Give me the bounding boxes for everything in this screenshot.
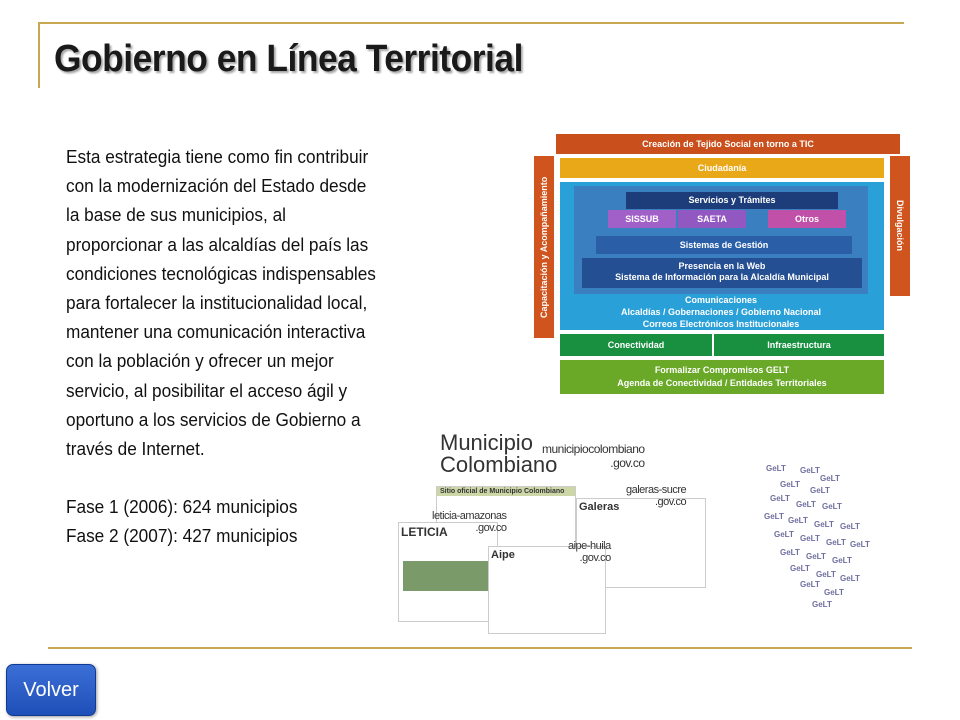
screenshot-main: Sitio oficial de Municipio Colombiano [436, 486, 576, 556]
diagram-left-band: Capacitación y Acompañamiento [534, 156, 554, 338]
diagram-saeta: SAETA [678, 210, 746, 228]
map-logo: GeLT [820, 474, 840, 483]
map-logo: GeLT [840, 574, 860, 583]
map-logo: GeLT [796, 500, 816, 509]
diagram-ciudadania: Ciudadanía [560, 158, 884, 178]
map-logo: GeLT [806, 552, 826, 561]
map-logo: GeLT [822, 502, 842, 511]
description-paragraph: Esta estrategia tiene como fin contribuir con la modernización del Estado desde la base de sus municipios, al proporcionar a las alcaldías del país las condiciones tecnológicas indispensables para fortalecer la institucionalidad local, mantener una comunicación interactiva con la población y ofrecer un mejor servicio, al posibilitar el acceso ágil y oportuno a los servicios de Gobierno a través de Internet. [66, 146, 376, 460]
screenshot-galeras: Galeras [576, 498, 706, 588]
map-logo: GeLT [780, 480, 800, 489]
diagram-sissub: SISSUB [608, 210, 676, 228]
map-logo: GeLT [850, 540, 870, 549]
diagram-sistemas: Sistemas de Gestión [596, 236, 852, 254]
left-rule [38, 22, 40, 88]
url-leticia: leticia-amazonas .gov.co [432, 510, 507, 534]
map-logo: GeLT [770, 494, 790, 503]
map-logo: GeLT [832, 556, 852, 565]
map-logo: GeLT [812, 600, 832, 609]
screenshot-aipe: Aipe [488, 546, 606, 634]
map-logo: GeLT [790, 564, 810, 573]
map-logo: GeLT [840, 522, 860, 531]
diagram-formalizar: Formalizar Compromisos GELT Agenda de Conectividad / Entidades Territoriales [560, 360, 884, 394]
phase-2: Fase 2 (2007): 427 municipios [66, 525, 298, 547]
map-logo: GeLT [764, 512, 784, 521]
diagram-comunicaciones: Comunicaciones Alcaldías / Gobernaciones / Gobierno Nacional Correos Electrónicos Institucionales [620, 295, 822, 329]
map-logo: GeLT [816, 570, 836, 579]
page-title: Gobierno en Línea Territorial [54, 38, 523, 80]
phase-1: Fase 1 (2006): 624 municipios [66, 496, 298, 518]
map-logo: GeLT [766, 464, 786, 473]
websites-collage [396, 426, 714, 636]
top-rule [40, 22, 904, 24]
diagram-otros: Otros [768, 210, 846, 228]
map-logo: GeLT [800, 534, 820, 543]
map-logo: GeLT [800, 466, 820, 475]
bottom-rule [48, 647, 912, 649]
url-municipio: municipiocolombiano .gov.co [542, 442, 645, 470]
map-logo: GeLT [774, 530, 794, 539]
diagram-presencia: Presencia en la Web Sistema de Información para la Alcaldía Municipal [582, 258, 862, 288]
map-logo: GeLT [800, 580, 820, 589]
diagram-top-band: Creación de Tejido Social en torno a TIC [556, 134, 900, 154]
url-aipe: aipe-huila .gov.co [568, 540, 611, 564]
map-logo: GeLT [810, 486, 830, 495]
colombia-logo-map [760, 460, 876, 612]
screenshot-leticia: LETICIA [398, 522, 498, 622]
url-galeras: galeras-sucre .gov.co [626, 484, 687, 508]
body-text [66, 142, 382, 551]
diagram-infraestructura: Infraestructura [714, 334, 884, 356]
map-logo: GeLT [826, 538, 846, 547]
diagram-conectividad: Conectividad [560, 334, 712, 356]
map-logo: GeLT [814, 520, 834, 529]
volver-button[interactable]: Volver [6, 664, 96, 716]
map-logo: GeLT [780, 548, 800, 557]
map-logo: GeLT [788, 516, 808, 525]
map-logo: GeLT [824, 588, 844, 597]
diagram-right-band: Divulgación [890, 156, 910, 296]
logo-municipio: Municipio Colombiano [440, 430, 558, 477]
diagram-servicios: Servicios y Trámites [626, 192, 838, 209]
strategy-diagram [534, 134, 912, 396]
